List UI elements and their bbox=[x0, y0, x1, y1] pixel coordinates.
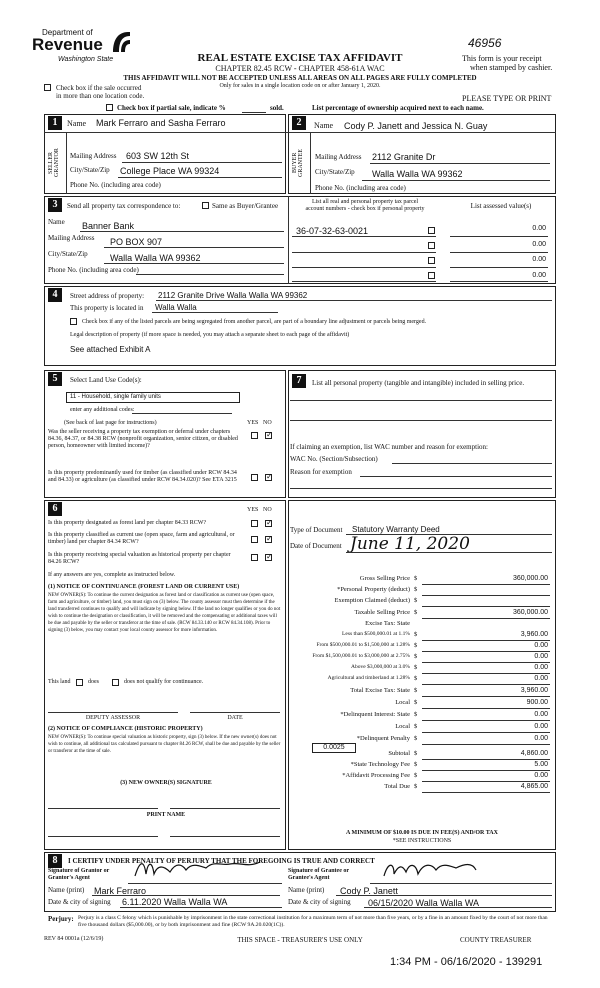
grantee-name-label: Name (print) bbox=[288, 886, 325, 894]
dept-line2: Revenue bbox=[32, 35, 103, 54]
buyer-mailing-label: Mailing Address bbox=[315, 153, 362, 161]
send-correspondence-label: Send all property tax correspondence to: bbox=[67, 202, 181, 210]
tax-row-label: *Delinquent Penalty bbox=[356, 735, 410, 742]
tax-row-label: *Delinquent Interest: State bbox=[340, 711, 410, 718]
parcel-header-1: List all real and personal property tax parcel bbox=[311, 199, 419, 205]
dollar-sign: $ bbox=[414, 761, 418, 768]
s6-question-3: Is this property receiving special valuation as historical property per chapter 84.26 RCW? bbox=[48, 552, 231, 565]
located-in-label: This property is located in bbox=[70, 304, 144, 312]
tax-row-value[interactable]: 0.00 bbox=[534, 653, 548, 660]
exemption-label: If claiming an exemption, list WAC number and reason for exemption: bbox=[290, 443, 488, 451]
corr-phone-label: Phone No. (including area code) bbox=[48, 266, 139, 274]
parcel-3-personal-checkbox[interactable] bbox=[428, 257, 435, 264]
dollar-sign: $ bbox=[414, 711, 418, 718]
s6-q2-yes[interactable] bbox=[251, 536, 258, 543]
corr-name[interactable]: Banner Bank bbox=[82, 221, 135, 231]
tax-row-label: From $1,500,000.01 to $3,000,000 at 2.75% bbox=[312, 653, 410, 659]
tax-row-value[interactable]: 0.00 bbox=[534, 711, 548, 718]
dollar-sign: $ bbox=[414, 783, 418, 790]
form-number: REV 84 0001a (12/6/19) bbox=[44, 936, 104, 942]
s5-q1-yes[interactable] bbox=[251, 432, 258, 439]
new-owner-signature-label: (3) NEW OWNER(S) SIGNATURE bbox=[120, 780, 212, 786]
parcel-2-personal-checkbox[interactable] bbox=[428, 242, 435, 249]
tax-row-label: Gross Selling Price bbox=[359, 575, 410, 582]
multi-location-label2: in more than one location code. bbox=[56, 92, 145, 100]
assessed-header: List assessed value(s) bbox=[470, 202, 532, 210]
tax-row-label: *Personal Property (deduct) bbox=[337, 586, 410, 593]
dollar-sign: $ bbox=[414, 653, 418, 660]
tax-row-label: Subtotal bbox=[388, 750, 410, 757]
tax-row-value[interactable]: 3,960.00 bbox=[520, 687, 548, 694]
doc-date-label: Date of Document bbox=[290, 542, 342, 550]
land-does-label: does bbox=[88, 679, 99, 685]
print-name-label: PRINT NAME bbox=[146, 812, 186, 818]
dollar-sign: $ bbox=[414, 723, 418, 730]
tax-row-value[interactable]: 360,000.00 bbox=[512, 609, 548, 616]
s6-q2-no[interactable] bbox=[265, 536, 272, 543]
tax-row-label: From $500,000.01 to $1,500,000 at 1.28% bbox=[316, 642, 410, 648]
grantor-name-label: Name (print) bbox=[48, 886, 85, 894]
tax-row-label: *State Technology Fee bbox=[350, 761, 410, 768]
dollar-sign: $ bbox=[414, 699, 418, 706]
assessed-value-3[interactable]: 0.00 bbox=[532, 256, 546, 263]
treasurer-stamp: 1:34 PM - 06/16/2020 - 139291 bbox=[390, 956, 543, 968]
seller-side-label: SELLER GRANTOR bbox=[48, 148, 60, 178]
section-7-personal-property bbox=[288, 370, 556, 498]
dollar-sign: $ bbox=[414, 609, 418, 616]
dollar-sign: $ bbox=[414, 586, 418, 593]
doc-type[interactable]: Statutory Warranty Deed bbox=[352, 525, 440, 534]
grantee-signature[interactable] bbox=[380, 858, 530, 882]
receipt-note2: when stamped by cashier. bbox=[470, 63, 553, 72]
s6-q3-no[interactable] bbox=[265, 554, 272, 561]
grantee-date-city-label: Date & city of signing bbox=[288, 898, 351, 906]
dor-logo-icon bbox=[110, 30, 132, 54]
located-in[interactable]: Walla Walla bbox=[155, 303, 197, 312]
assessed-value-4[interactable]: 0.00 bbox=[532, 272, 546, 279]
tax-row-value[interactable]: 0.00 bbox=[534, 735, 548, 742]
tax-row-value[interactable]: 5.00 bbox=[534, 761, 548, 768]
s5-yes-header: YES bbox=[247, 420, 259, 426]
segregated-checkbox[interactable] bbox=[70, 318, 77, 325]
section-6-number: 6 bbox=[48, 502, 62, 516]
list-percentage-label: List percentage of ownership acquired next to each name. bbox=[312, 104, 484, 112]
notice-1-body: NEW OWNER(S): To continue the current designation as forest land or classification as current use (open space, farm and agriculture, or timber) land, you must sign on (3) below. The county assessor must then determine if the land transferred continues to qualify and will indicate by signing below. If the land no longer qualifies or you do not wish to continue the designation or classification, it will be removed and the compensating or additional taxes will be due and payable by the seller or transferor at the time of sale. (RCW 84.33.140 or RCW 84.34.108). Prior to signing (3) below, you may contact your local county assessor for more information. bbox=[48, 593, 281, 633]
tax-row-label: Agricultural and timberland at 1.28% bbox=[327, 675, 410, 681]
grantee-signature-label: Signature of Grantee or Grantee's Agent bbox=[288, 868, 349, 881]
deputy-assessor-label: DEPUTY ASSESSOR bbox=[85, 715, 141, 721]
assessed-value-1[interactable]: 0.00 bbox=[532, 225, 546, 232]
dept-line3: Washington State bbox=[58, 56, 114, 63]
additional-codes-label: enter any additional codes: bbox=[70, 407, 135, 413]
buyer-city[interactable]: Walla Walla WA 99362 bbox=[372, 169, 463, 179]
land-does-checkbox[interactable] bbox=[76, 679, 83, 686]
s6-yes-header: YES bbox=[247, 507, 259, 513]
land-does-not-checkbox[interactable] bbox=[112, 679, 119, 686]
grantee-date-city[interactable]: 06/15/2020 Walla Walla WA bbox=[368, 898, 480, 908]
corr-mailing-label: Mailing Address bbox=[48, 234, 95, 242]
corr-city-label: City/State/Zip bbox=[48, 250, 88, 258]
seller-city-label: City/State/Zip bbox=[70, 166, 110, 174]
tax-row-value[interactable]: 360,000.00 bbox=[512, 575, 548, 582]
seller-name-label: Name bbox=[67, 119, 87, 128]
s6-no-header: NO bbox=[263, 507, 272, 513]
this-land-label: This land bbox=[48, 679, 71, 685]
parcel-header-2: account numbers - check box if personal property bbox=[305, 206, 425, 212]
dept-line1: Department of bbox=[42, 28, 93, 37]
dollar-sign: $ bbox=[414, 664, 418, 671]
tax-row-value[interactable]: 900.00 bbox=[526, 699, 548, 706]
tax-row-label: Total Excise Tax: State bbox=[350, 687, 410, 694]
section-1-number: 1 bbox=[48, 116, 62, 130]
notice-2-body: NEW OWNER(S): To continue special valuation as historic property, sign (3) below. If the new owner(s) does not wish to continue, all additional tax calculated pursuant to chapter 84.26 RCW, shall be due and payable by the seller or transferor at the time of sale. bbox=[48, 735, 281, 754]
buyer-name[interactable]: Cody P. Janett and Jessica N. Guay bbox=[344, 121, 488, 131]
corr-name-label: Name bbox=[48, 218, 65, 226]
please-type: PLEASE TYPE OR PRINT bbox=[462, 94, 552, 103]
receipt-note1: This form is your receipt bbox=[462, 54, 542, 63]
grantor-date-city-label: Date & city of signing bbox=[48, 898, 111, 906]
dor-logo bbox=[28, 28, 138, 70]
local-rate: 0.0025 bbox=[323, 744, 345, 751]
tax-row-label: Local bbox=[395, 699, 410, 706]
street-address-label: Street address of property: bbox=[70, 292, 145, 300]
s6-question-2: Is this property classified as current use (open space, farm and agricultural, or timber) land per chapter 84.34 RCW? bbox=[48, 532, 235, 545]
partial-sale-checkbox[interactable] bbox=[106, 104, 113, 111]
dollar-sign: $ bbox=[414, 735, 418, 742]
dollar-sign: $ bbox=[414, 575, 418, 582]
section-3-number: 3 bbox=[48, 198, 62, 212]
s6-q1-no[interactable] bbox=[265, 520, 272, 527]
county-treasurer-label: COUNTY TREASURER bbox=[460, 936, 532, 944]
perjury-text: Perjury is a class C felony which is punishable by imprisonment in the state correctional institution for a maximum term of not more than five years, or by a fine in an amount fixed by the court of not more than five thousand dollars ($5,000.00), or by both imprisonment and fine (RCW 9A.20.020(1C)). bbox=[78, 915, 548, 928]
tax-row-label: Less than $500,000.01 at 1.1% bbox=[342, 631, 410, 637]
s6-q3-yes[interactable] bbox=[251, 554, 258, 561]
s6-question-1: Is this property designated as forest land per chapter 84.33 RCW? bbox=[48, 520, 207, 526]
grantor-name[interactable]: Mark Ferraro bbox=[94, 886, 147, 896]
segregated-label: Check box if any of the listed parcels are being segregated from another parcel, are part of a boundary line adjustment or parcels being merged. bbox=[82, 319, 427, 325]
warning-line: THIS AFFIDAVIT WILL NOT BE ACCEPTED UNLESS ALL AREAS ON ALL PAGES ARE FULLY COMPLETED bbox=[123, 74, 477, 82]
if-yes-note: If any answers are yes, complete as instructed below. bbox=[48, 572, 176, 578]
s6-q1-yes[interactable] bbox=[251, 520, 258, 527]
single-location-note: Only for sales in a single location code on or after January 1, 2020. bbox=[219, 83, 381, 89]
tax-row-label: *Affidavit Processing Fee bbox=[342, 772, 410, 779]
reason-label: Reason for exemption bbox=[290, 468, 352, 476]
partial-sale-label: Check box if partial sale, indicate % bbox=[117, 104, 226, 112]
s5-question-2: Is this property predominantly used for timber (as classified under RCW 84.34 and 84.33) or agriculture (as classified under RCW 84.34.020)? See ETA 3215 bbox=[48, 470, 237, 483]
dollar-sign: $ bbox=[414, 597, 418, 604]
buyer-side-label: BUYER GRANTEE bbox=[292, 149, 304, 177]
personal-property-label: List all personal property (tangible and intangible) included in selling price. bbox=[312, 379, 525, 387]
tax-row-label: Exemption Claimed (deduct) bbox=[334, 597, 410, 604]
seller-mailing-label: Mailing Address bbox=[70, 152, 117, 160]
s5-no-header: NO bbox=[263, 420, 272, 426]
see-instructions: *SEE INSTRUCTIONS bbox=[392, 838, 452, 844]
tax-row-value[interactable]: 4,865.00 bbox=[520, 783, 548, 790]
perjury-label: Perjury: bbox=[48, 915, 74, 923]
section-8-number: 8 bbox=[48, 854, 62, 868]
grantor-date-city[interactable]: 6.11.2020 Walla Walla WA bbox=[122, 897, 228, 907]
s5-q2-no[interactable] bbox=[265, 474, 272, 481]
corr-mailing[interactable]: PO BOX 907 bbox=[110, 237, 163, 247]
seller-city[interactable]: College Place WA 99324 bbox=[120, 166, 220, 176]
section-4-number: 4 bbox=[48, 288, 62, 302]
tax-row-value[interactable]: 3,960.00 bbox=[520, 631, 548, 638]
section-7-number: 7 bbox=[292, 374, 306, 388]
land-does-not-label: does not qualify for continuance. bbox=[124, 679, 204, 685]
buyer-name-label: Name bbox=[314, 121, 334, 130]
legal-description[interactable]: See attached Exhibit A bbox=[70, 345, 151, 354]
assessor-date-label: DATE bbox=[227, 715, 243, 721]
parcel-1-personal-checkbox[interactable] bbox=[428, 227, 435, 234]
parcel-4-personal-checkbox[interactable] bbox=[428, 272, 435, 279]
treasurer-use-label: THIS SPACE - TREASURER'S USE ONLY bbox=[237, 936, 363, 944]
tax-row-value[interactable]: 4,860.00 bbox=[520, 750, 548, 757]
land-use-label: Select Land Use Code(s): bbox=[70, 376, 142, 384]
same-as-buyer-label: Same as Buyer/Grantee bbox=[212, 202, 279, 210]
tax-row-label: Taxable Selling Price bbox=[354, 609, 410, 616]
parcel-number-1[interactable]: 36-07-32-63-0021 bbox=[296, 226, 369, 236]
grantor-signature-label: Signature of Grantor or Grantor's Agent bbox=[48, 868, 110, 881]
section-5-number: 5 bbox=[48, 372, 62, 386]
legal-description-label: Legal description of property (if more space is needed, you may attach a separate sheet to each page of the affidavit) bbox=[70, 332, 350, 338]
seller-phone-label: Phone No. (including area code) bbox=[70, 181, 161, 189]
multi-location-label: Check box if the sale occurred bbox=[56, 84, 142, 92]
s5-q1-no[interactable] bbox=[265, 432, 272, 439]
certify-statement: I CERTIFY UNDER PENALTY OF PERJURY THAT THE FOREGOING IS TRUE AND CORRECT bbox=[68, 857, 375, 865]
buyer-mailing[interactable]: 2112 Granite Dr bbox=[372, 152, 436, 162]
assessed-value-2[interactable]: 0.00 bbox=[532, 241, 546, 248]
dollar-sign: $ bbox=[414, 687, 418, 694]
s5-q2-yes[interactable] bbox=[251, 474, 258, 481]
notice-2-title: (2) NOTICE OF COMPLIANCE (HISTORIC PROPERTY) bbox=[48, 726, 203, 732]
dollar-sign: $ bbox=[414, 631, 418, 638]
chapter-line: CHAPTER 82.45 RCW - CHAPTER 458-61A WAC bbox=[215, 64, 385, 73]
dollar-sign: $ bbox=[414, 772, 418, 779]
tax-row-label: Excise Tax: State bbox=[365, 620, 410, 627]
tax-row-label: Local bbox=[395, 723, 410, 730]
see-back-note: (See back of last page for instructions) bbox=[64, 420, 157, 426]
tax-row-value[interactable]: 0.00 bbox=[534, 642, 548, 649]
grantee-name[interactable]: Cody P. Janett bbox=[340, 886, 398, 896]
land-use-value: 11 - Household, single family units bbox=[70, 394, 161, 400]
doc-type-label: Type of Document bbox=[290, 526, 343, 534]
section-2-number: 2 bbox=[292, 116, 306, 130]
dollar-sign: $ bbox=[414, 750, 418, 757]
tax-row-value[interactable]: 0.00 bbox=[534, 664, 548, 671]
tax-row-value[interactable]: 0.00 bbox=[534, 675, 548, 682]
page-title: REAL ESTATE EXCISE TAX AFFIDAVIT bbox=[197, 52, 403, 64]
sold-label: sold. bbox=[270, 104, 284, 112]
s5-question-1: Was the seller receiving a property tax exemption or deferral under chapters 84.36, 84.37, or 84.38 RCW (nonprofit organization, senior citizen, or disabled person, homeowner with limited income)? bbox=[48, 429, 238, 449]
dollar-sign: $ bbox=[414, 642, 418, 649]
tax-row-value[interactable]: 0.00 bbox=[534, 772, 548, 779]
handwritten-number: 46956 bbox=[468, 36, 502, 50]
corr-city[interactable]: Walla Walla WA 99362 bbox=[110, 253, 201, 263]
buyer-phone-label: Phone No. (including area code) bbox=[315, 184, 406, 192]
buyer-city-label: City/State/Zip bbox=[315, 168, 355, 176]
notice-1-title: (1) NOTICE OF CONTINUANCE (FOREST LAND OR CURRENT USE) bbox=[48, 584, 240, 590]
same-as-buyer-checkbox[interactable] bbox=[202, 202, 209, 209]
tax-row-value[interactable]: 0.00 bbox=[534, 723, 548, 730]
wac-no-label: WAC No. (Section/Subsection) bbox=[290, 455, 378, 463]
tax-row-label: Total Due bbox=[384, 783, 410, 790]
grantor-signature[interactable] bbox=[130, 856, 280, 882]
tax-rows bbox=[290, 575, 554, 855]
seller-name[interactable]: Mark Ferraro and Sasha Ferraro bbox=[96, 118, 226, 128]
street-address[interactable]: 2112 Granite Drive Walla Walla WA 99362 bbox=[158, 291, 308, 300]
doc-date[interactable]: June 11, 2020 bbox=[350, 534, 470, 554]
seller-mailing[interactable]: 603 SW 12th St bbox=[126, 151, 190, 161]
tax-row-label: Above $3,000,000 at 3.0% bbox=[351, 664, 410, 670]
dollar-sign: $ bbox=[414, 675, 418, 682]
minimum-note: A MINIMUM OF $10.00 IS DUE IN FEE(S) AND/OR TAX bbox=[346, 830, 498, 836]
multi-location-checkbox[interactable] bbox=[44, 84, 51, 91]
